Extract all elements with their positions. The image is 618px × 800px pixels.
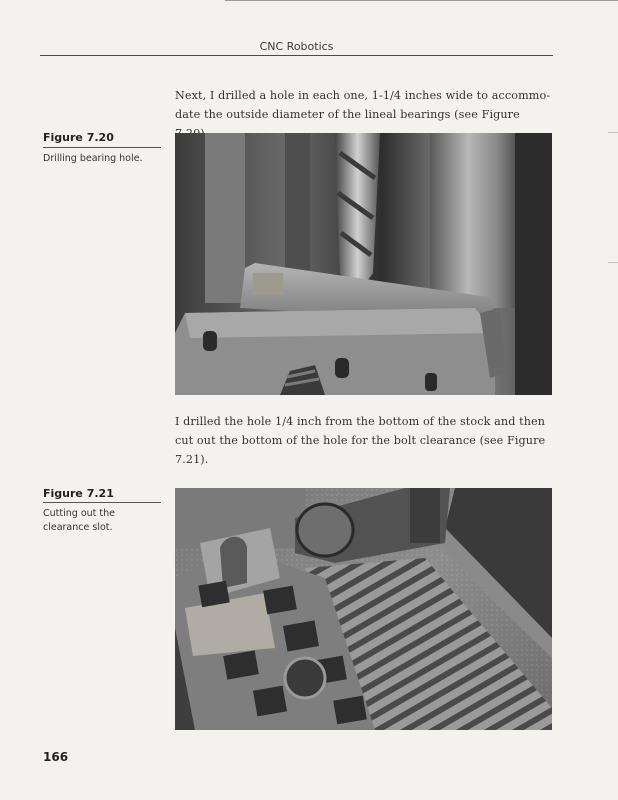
paragraph-2 (175, 412, 555, 469)
figure-7-21-label: Figure 7.21 (43, 487, 114, 500)
figure-7-21-rule (43, 502, 161, 503)
paragraph-2-line-2: cut out the bottom of the hole for the bolt clearance (see Figure (175, 434, 546, 447)
paragraph-2-line-3: 7.21). (175, 453, 209, 466)
figure-7-21-caption-line-2: clearance slot. (43, 522, 113, 533)
figure-7-20-rule (43, 147, 161, 148)
figure-7-21-caption (43, 507, 161, 535)
paragraph-2-line-1: I drilled the hole 1/4 inch from the bottom of the stock and then (175, 415, 546, 428)
paragraph-1-line-2: date the outside diameter of the lineal bearings (see Figure (175, 108, 520, 121)
edge-mark-1 (608, 132, 618, 133)
figure-7-21-caption-line-1: Cutting out the (43, 508, 115, 519)
figure-7-20-caption: Drilling bearing hole. (43, 153, 143, 164)
figure-7-21-photo (175, 488, 552, 730)
running-title: CNC Robotics (259, 40, 334, 53)
page-number: 166 (43, 750, 69, 764)
edge-mark-2 (608, 262, 618, 263)
top-edge-line (225, 0, 618, 1)
drilling-photo-image (175, 133, 552, 395)
paragraph-1-line-1: Next, I drilled a hole in each one, 1-1/4 inches wide to accommo- (175, 89, 551, 102)
cutting-photo-image (175, 488, 552, 730)
figure-7-20-photo (175, 133, 552, 395)
figure-7-20-label: Figure 7.20 (43, 131, 114, 144)
header-rule (40, 55, 553, 56)
